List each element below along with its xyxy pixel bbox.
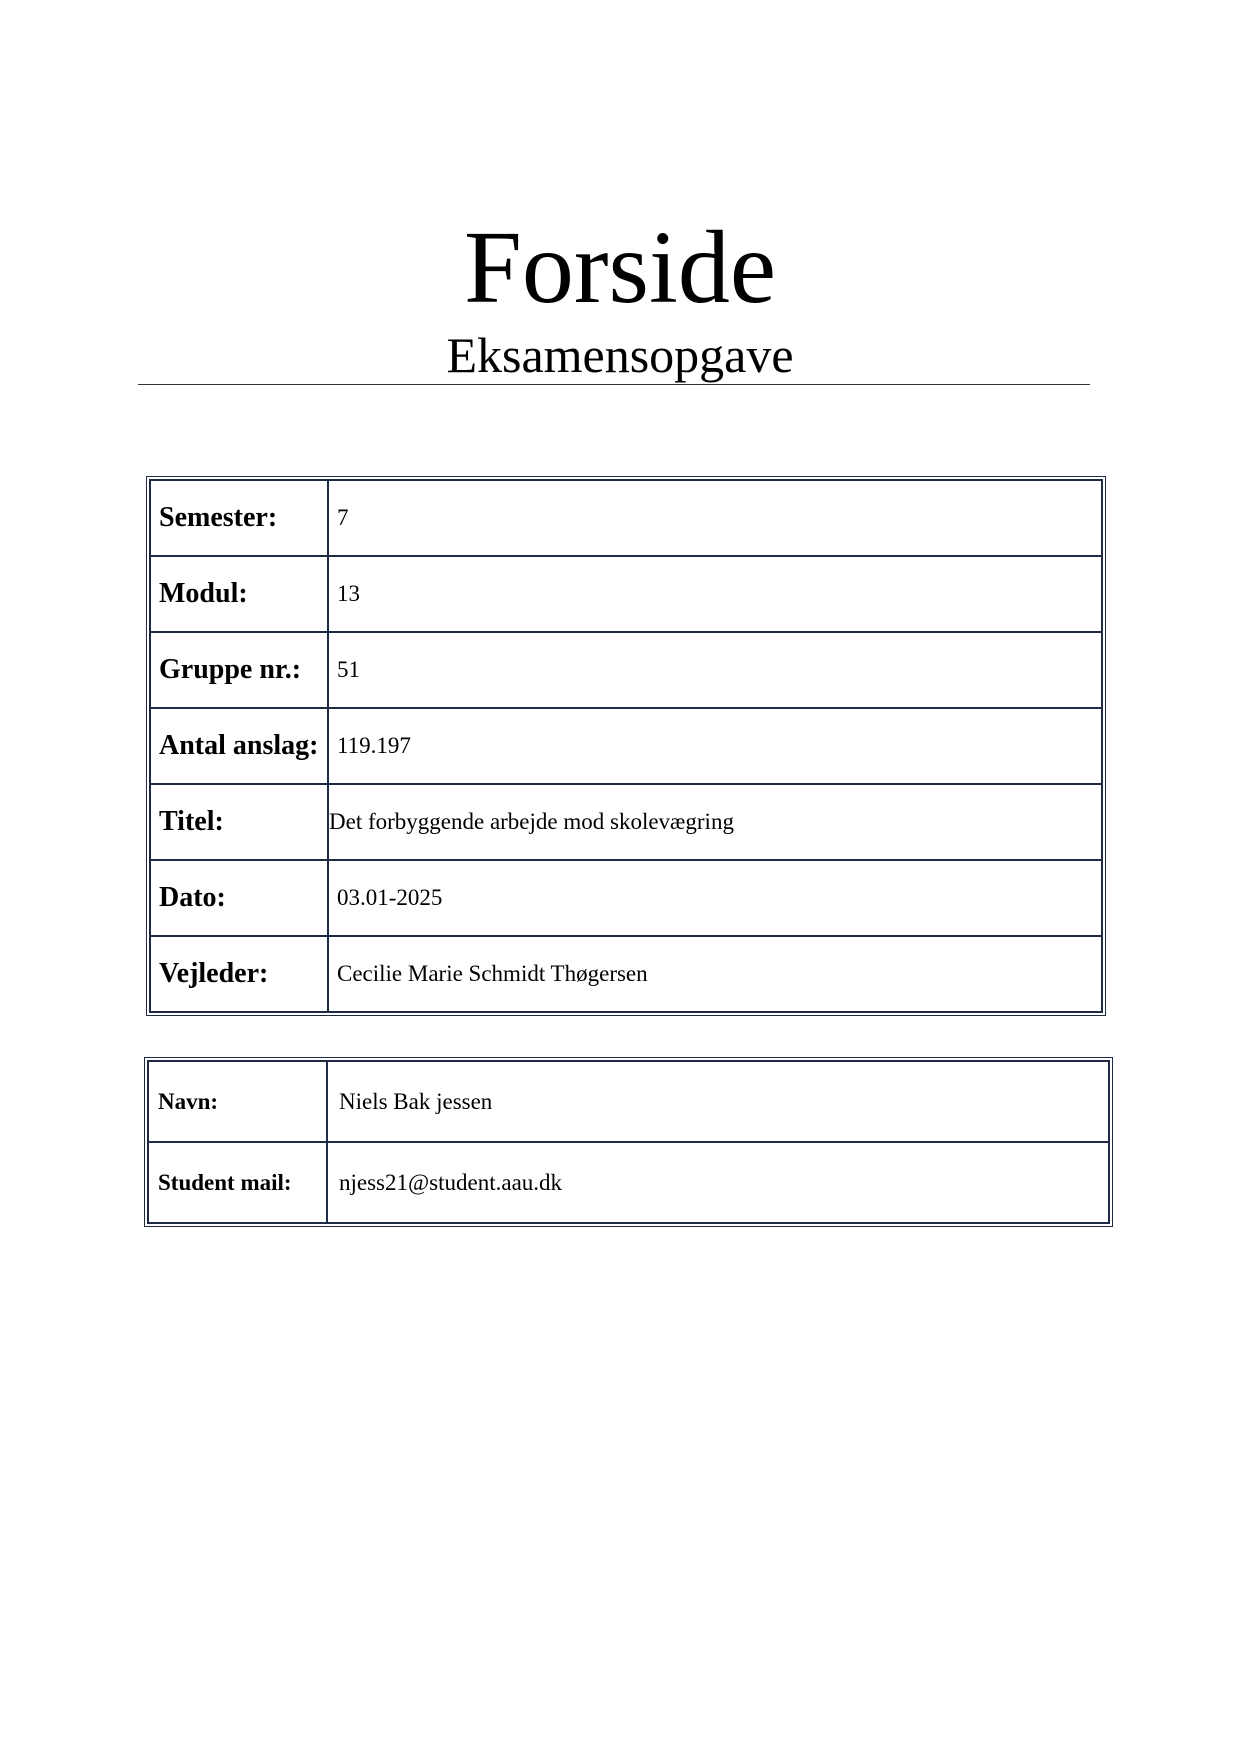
table-row [150,480,1102,556]
dato-label: Dato: [150,860,328,936]
title-divider [138,384,1090,385]
table-row [150,860,1102,936]
table-row [150,556,1102,632]
vejleder-label: Vejleder: [150,936,328,1012]
antal-anslag-value: 119.197 [328,708,1102,784]
titel-label: Titel: [150,784,328,860]
semester-label: Semester: [150,480,328,556]
gruppe-label: Gruppe nr.: [150,632,328,708]
exam-info-table [149,479,1103,1013]
gruppe-value: 51 [328,632,1102,708]
student-info-table [147,1060,1110,1224]
table-row [150,632,1102,708]
semester-value: 7 [328,480,1102,556]
table-row [148,1142,1109,1223]
page-subtitle: Eksamensopgave [446,327,794,383]
modul-label: Modul: [150,556,328,632]
student-mail-value: njess21@student.aau.dk [327,1142,1109,1223]
navn-value: Niels Bak jessen [327,1061,1109,1142]
table-row [150,784,1102,860]
table-row [150,708,1102,784]
vejleder-value: Cecilie Marie Schmidt Thøgersen [328,936,1102,1012]
antal-anslag-label: Antal anslag: [150,708,328,784]
student-mail-label: Student mail: [148,1142,327,1223]
navn-label: Navn: [148,1061,327,1142]
page-title: Forside [464,210,776,325]
modul-value: 13 [328,556,1102,632]
table-row [148,1061,1109,1142]
table-row [150,936,1102,1012]
titel-value: Det forbyggende arbejde mod skolevægring [328,784,1102,860]
dato-value: 03.01-2025 [328,860,1102,936]
